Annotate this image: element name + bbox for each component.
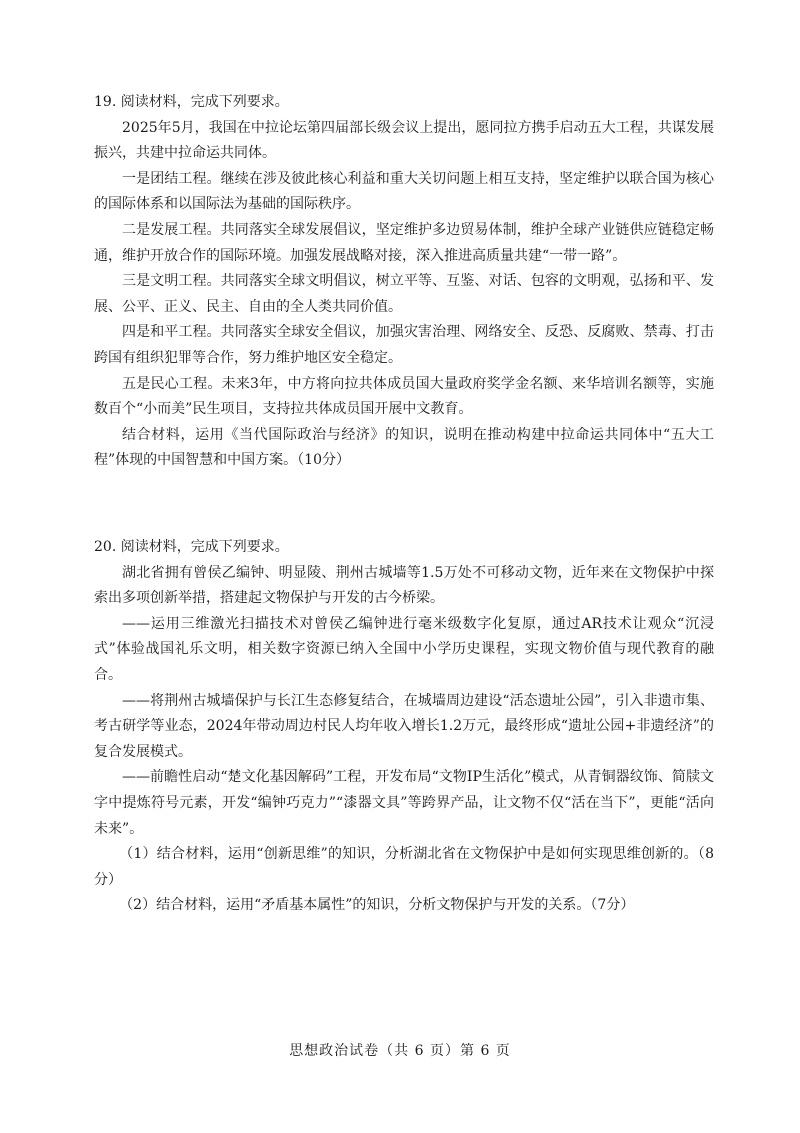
q20-chu-culture-paragraph: ——前瞻性启动“楚文化基因解码”工程，开发布局“文物IP生活化”模式，从青铜器纹饰、简牍文字中提炼符号元素，开发“编钟巧克力”“漆器文具”等跨界产品，让文物不仅“活在当下”，更能“活向未来”。 xyxy=(94,769,714,837)
q19-intro-paragraph: 2025年5月，我国在中拉论坛第四届部长级会议上提出，愿同拉方携手启动五大工程，共谋发展振兴，共建中拉命运共同体。 xyxy=(94,119,714,162)
q19-civilization-project: 三是文明工程。共同落实全球文明倡议，树立平等、互鉴、对话、包容的文明观，弘扬和平、发展、公平、正义、民主、自由的全人类共同价值。 xyxy=(94,273,714,315)
question-19-title: 19. 阅读材料，完成下列要求。 xyxy=(94,94,289,110)
q19-development-project: 二是发展工程。共同落实全球发展倡议，坚定维护多边贸易体制，维护全球产业链供应链稳定畅通，维护开放合作的国际环境。加强发展战略对接，深入推进高质量共建“一带一路”。 xyxy=(94,221,714,264)
q19-question: 结合材料，运用《当代国际政治与经济》的知识，说明在推动构建中拉命运共同体中“五大工程”体现的中国智慧和中国方案。（10分） xyxy=(94,426,714,469)
question-20-title: 20. 阅读材料，完成下列要求。 xyxy=(94,539,289,555)
page-footer: 思想政治试卷（共 6 页）第 6 页 xyxy=(289,1043,511,1059)
question-19 xyxy=(94,90,714,474)
q20-city-wall-paragraph: ——将荆州古城墙保护与长江生态修复结合，在城墙周边建设“活态遗址公园”，引入非遗市集、考古研学等业态，2024年带动周边村民人均年收入增长1.2万元，最终形成“遗址公园+非遗经济”的复合发展模式。 xyxy=(94,692,714,760)
q19-unity-project: 一是团结工程。继续在涉及彼此核心利益和重大关切问题上相互支持，坚定维护以联合国为核心的国际体系和以国际法为基础的国际秩序。 xyxy=(94,170,714,213)
question-20 xyxy=(94,535,714,919)
q19-people-project: 五是民心工程。未来3年，中方将向拉共体成员国大量政府奖学金名额、来华培训名额等，实施数百个“小而美”民生项目，支持拉共体成员国开展中文教育。 xyxy=(94,375,714,418)
q20-subquestion-2: （2）结合材料，运用“矛盾基本属性”的知识，分析文物保护与开发的关系。（7分） xyxy=(119,897,635,914)
q20-intro-paragraph: 湖北省拥有曾侯乙编钟、明显陵、荆州古城墙等1.5万处不可移动文物，近年来在文物保护中探索出多项创新举措，搭建起文物保护与开发的古今桥梁。 xyxy=(94,564,714,607)
q20-bianzhong-paragraph: ——运用三维激光扫描技术对曾侯乙编钟进行毫米级数字化复原，通过AR技术让观众“沉浸式”体验战国礼乐文明，相关数字资源已纳入全国中小学历史课程，实现文物价值与现代教育的融合。 xyxy=(94,615,714,683)
q19-peace-project: 四是和平工程。共同落实全球安全倡议，加强灾害治理、网络安全、反恐、反腐败、禁毒、打击跨国有组织犯罪等合作，努力维护地区安全稳定。 xyxy=(94,324,714,366)
q20-subquestion-1: （1）结合材料，运用“创新思维”的知识，分析湖北省在文物保护中是如何实现思维创新的。（8分） xyxy=(94,846,714,888)
